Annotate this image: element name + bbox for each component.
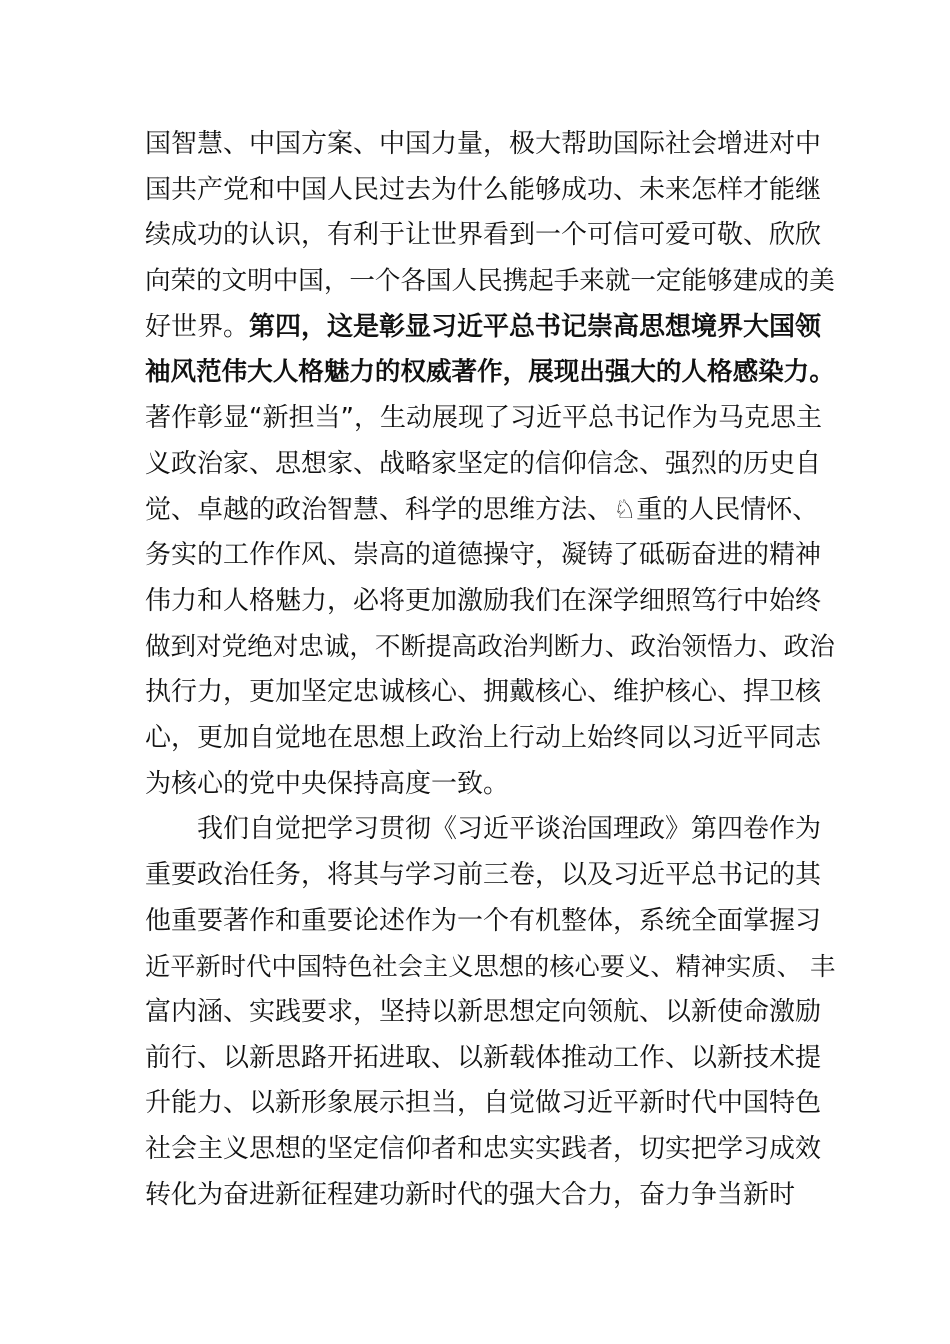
text-segment: 富内涵、实践要求，坚持以新思想定向领航、以新使命激励 [145, 997, 822, 1028]
text-line [145, 168, 835, 214]
text-line [145, 1173, 835, 1219]
text-segment: 国共产党和中国人民过去为什么能够成功、未来怎样才能继 [145, 174, 822, 205]
text-line [145, 762, 835, 808]
text-segment: 为核心的党中央保持高度一致。 [145, 768, 510, 799]
text-segment: 务实的工作作风、崇高的道德操守，凝铸了砥砺奋进的精神 [145, 540, 822, 571]
text-line [145, 533, 835, 579]
text-line [145, 396, 835, 442]
text-line [145, 944, 835, 990]
text-line [145, 899, 835, 945]
text-segment: 他重要著作和重要论述作为一个有机整体，系统全面掌握习 [145, 905, 822, 936]
text-segment: 转化为奋进新征程建功新时代的强大合力，奋力争当新时 [145, 1179, 796, 1210]
text-segment: 心，更加自觉地在思想上政治上行动上始终同以习近平同志 [145, 722, 822, 753]
text-segment: 国智慧、中国方案、中国力量，极大帮助国际社会增进对中 [145, 129, 822, 159]
text-line [145, 259, 835, 305]
text-line [145, 990, 835, 1036]
text-segment: 重要政治任务，将其与学习前三卷，以及习近平总书记的其 [145, 860, 822, 890]
text-segment: 我们自觉把学习贯彻《习近平谈治国理政》第四卷作为 [145, 814, 822, 845]
bold-text-segment: 第四，这是彰显习近平总书记崇高思想境界大国领 [249, 311, 822, 342]
text-line [145, 807, 835, 853]
text-segment: 近平新时代中国特色社会主义思想的核心要义、精神实质、 丰 [145, 952, 836, 982]
text-segment: 升能力、以新形象展示担当，自觉做习近平新时代中国特色 [145, 1088, 822, 1119]
text-line [145, 716, 835, 762]
text-line [145, 1127, 835, 1173]
text-line [145, 488, 835, 534]
text-segment: 义政治家、思想家、战略家坚定的信仰信念、强烈的历史自 [145, 448, 822, 479]
text-line [145, 625, 835, 671]
body-text [145, 122, 835, 1219]
text-segment: 向荣的文明中国，一个各国人民携起手来就一定能够建成的美 [145, 266, 835, 297]
text-line [145, 579, 835, 625]
text-line [145, 305, 835, 351]
text-segment: 续成功的认识，有利于让世界看到一个可信可爱可敬、欣欣 [145, 220, 822, 251]
text-line [145, 213, 835, 259]
bold-text-segment: 袖风范伟大人格魅力的权威著作，展现出强大的人格感染力。 [145, 357, 835, 388]
text-segment: 前行、以新思路开拓进取、以新载体推动工作、以新技术提 [145, 1042, 822, 1073]
text-line [145, 350, 835, 396]
text-segment: 执行力，更加坚定忠诚核心、拥戴核心、维护核心、捍卫核 [145, 677, 822, 708]
text-line [145, 122, 835, 168]
text-segment: 伟力和人格魅力，必将更加激励我们在深学细照笃行中始终 [145, 585, 822, 616]
text-line [145, 670, 835, 716]
text-line [145, 853, 835, 899]
text-segment: 做到对党绝对忠诚，不断提高政治判断力、政治领悟力、政治 [145, 631, 835, 662]
text-line [145, 1081, 835, 1127]
text-line [145, 1036, 835, 1082]
text-segment: 好世界。 [145, 311, 250, 342]
text-segment: 社会主义思想的坚定信仰者和忠实实践者，切实把学习成效 [145, 1134, 822, 1165]
text-line [145, 442, 835, 488]
text-segment: 著作彰显“新担当”，生动展现了习近平总书记作为马克思主 [145, 403, 822, 434]
text-segment: 觉、卓越的政治智慧、科学的思维方法、♘重的人民情怀、 [145, 494, 819, 525]
